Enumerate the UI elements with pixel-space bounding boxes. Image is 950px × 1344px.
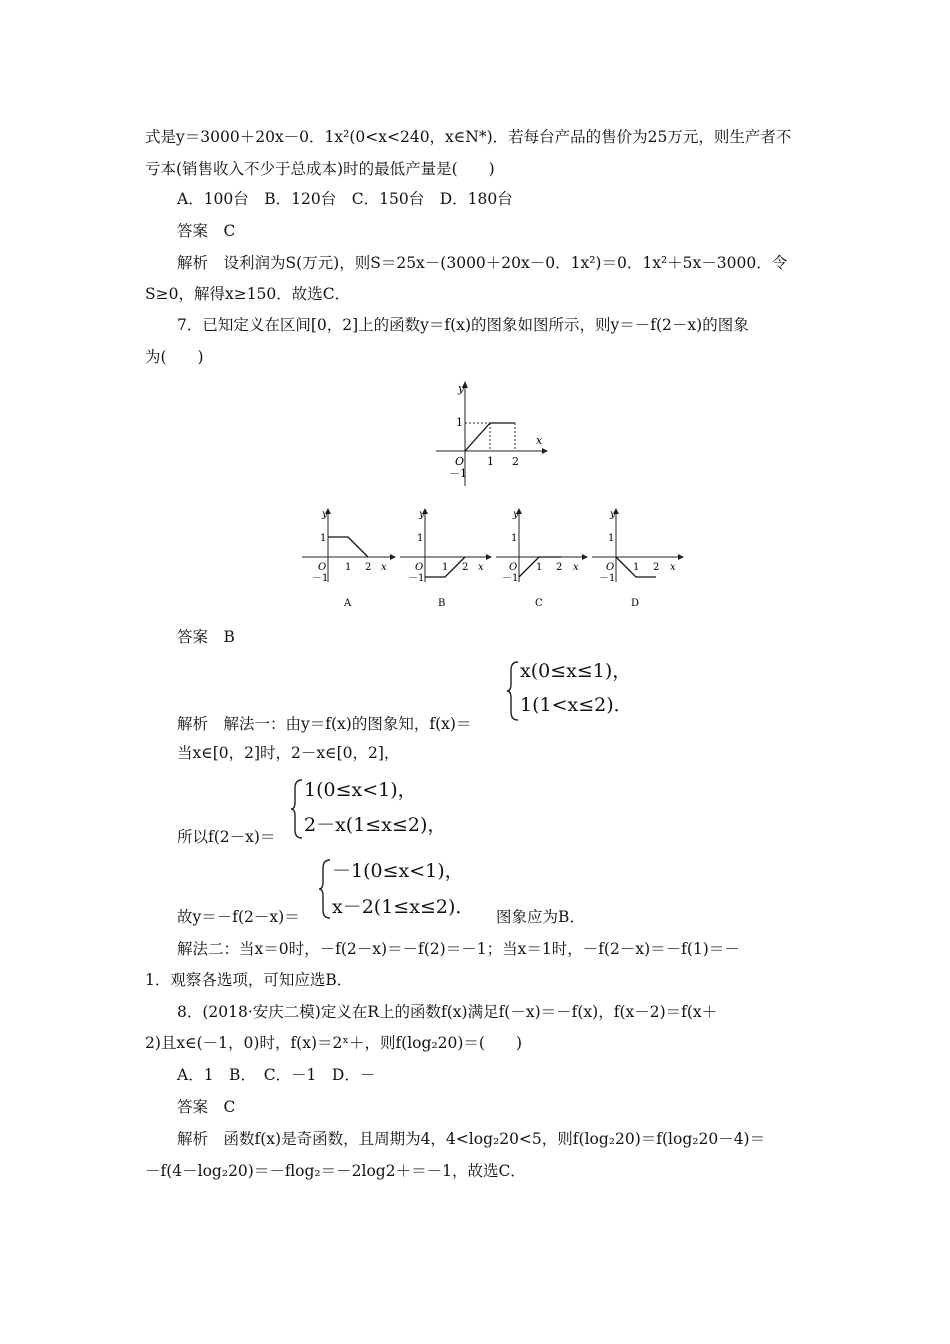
svg-text:2: 2 xyxy=(365,562,372,573)
q7-method2-line2: 1．观察各选项，可知应选B． xyxy=(145,971,353,989)
q7-main-graph xyxy=(430,378,550,490)
main-tick-1: 1 xyxy=(487,455,494,468)
svg-text:2: 2 xyxy=(462,562,469,573)
svg-text:1: 1 xyxy=(608,533,615,544)
svg-text:－1: －1 xyxy=(502,573,519,584)
q7-hence-tail: 图象应为B． xyxy=(496,908,585,926)
svg-text:x: x xyxy=(573,562,579,573)
option-graph-c xyxy=(496,508,588,609)
svg-text:1: 1 xyxy=(320,533,327,544)
q8-solution-line1: 解析 函数f(x)是奇函数，且周期为4，4<log₂20<5，则f(log₂20)＝f(log₂20－4)＝ xyxy=(177,1130,766,1148)
main-origin: O xyxy=(455,455,465,468)
svg-text:O: O xyxy=(509,562,518,573)
svg-text:－1: －1 xyxy=(408,573,425,584)
q7-so-label: 所以f(2－x)＝ xyxy=(177,828,276,846)
svg-text:y: y xyxy=(610,509,616,520)
svg-text:1: 1 xyxy=(536,562,543,573)
svg-text:－1: －1 xyxy=(599,573,616,584)
q7-solution-label: 解析 解法一：由y＝f(x)的图象知，f(x)＝ xyxy=(177,715,472,733)
q7-option-graphs xyxy=(298,504,688,616)
svg-text:1: 1 xyxy=(633,562,640,573)
q6-stem-line2: 亏本(销售收入不少于总成本)时的最低产量是( ) xyxy=(145,160,495,178)
q8-options: A．1 B． C．－1 D．－ xyxy=(177,1066,376,1084)
brace-1 xyxy=(506,660,520,722)
svg-text:O: O xyxy=(606,562,615,573)
q6-stem-line1: 式是y＝3000＋20x－0．1x²(0<x<240，x∈N*)．若每台产品的售价为25万元，则生产者不 xyxy=(145,128,792,146)
svg-text:x: x xyxy=(381,562,387,573)
option-letter-b: B xyxy=(438,598,446,609)
q6-solution-line1: 解析 设利润为S(万元)，则S＝25x－(3000＋20x－0．1x²)＝0．1x²＋5x－3000．令 xyxy=(177,254,788,272)
svg-text:y: y xyxy=(419,509,425,520)
svg-text:y: y xyxy=(322,509,328,520)
svg-text:O: O xyxy=(318,562,327,573)
pw1-case1: x(0≤x≤1)， xyxy=(520,660,632,682)
option-letter-c: C xyxy=(535,598,543,609)
main-tick-ym1: －1 xyxy=(449,467,467,480)
pw2-case1: 1(0≤x<1)， xyxy=(304,779,417,801)
q7-hence-label: 故y＝－f(2－x)＝ xyxy=(177,908,300,926)
svg-text:2: 2 xyxy=(653,562,660,573)
q7-stem-line1: 7．已知定义在区间[0，2]上的函数y＝f(x)的图象如图所示，则y＝－f(2－x)的图象 xyxy=(177,316,749,334)
q6-solution-line2: S≥0，解得x≥150．故选C． xyxy=(145,285,351,303)
svg-text:x: x xyxy=(478,562,484,573)
svg-text:1: 1 xyxy=(442,562,449,573)
q7-stem-line2: 为( ) xyxy=(145,348,204,366)
q6-answer: 答案 C xyxy=(177,222,236,240)
pw3-case1: －1(0≤x<1)， xyxy=(332,860,464,882)
q8-answer: 答案 C xyxy=(177,1098,236,1116)
q7-answer: 答案 B xyxy=(177,628,235,646)
pw2-case2: 2－x(1≤x≤2)， xyxy=(304,814,447,836)
svg-text:y: y xyxy=(513,509,519,520)
option-graph-d xyxy=(592,508,684,609)
svg-text:O: O xyxy=(415,562,424,573)
main-tick-y1: 1 xyxy=(456,416,463,429)
option-letter-a: A xyxy=(344,598,352,609)
svg-text:1: 1 xyxy=(417,533,424,544)
q7-method2-line1: 解法二：当x＝0时，－f(2－x)＝－f(2)＝－1；当x＝1时，－f(2－x)＝－f(1)＝－ xyxy=(177,940,740,958)
svg-text:x: x xyxy=(670,562,676,573)
svg-text:2: 2 xyxy=(556,562,563,573)
main-tick-2: 2 xyxy=(512,455,519,468)
option-graph-b xyxy=(400,508,492,609)
svg-text:1: 1 xyxy=(511,533,518,544)
q6-options: A．100台 B．120台 C．150台 D．180台 xyxy=(177,190,513,208)
main-x-label: x xyxy=(536,434,543,447)
brace-2 xyxy=(290,778,304,840)
svg-text:1: 1 xyxy=(345,562,352,573)
svg-text:－1: －1 xyxy=(312,573,329,584)
pw3-case2: x－2(1≤x≤2)． xyxy=(332,896,475,918)
option-letter-d: D xyxy=(631,598,640,609)
q8-stem-line1: 8．(2018·安庆二模)定义在R上的函数f(x)满足f(－x)＝－f(x)，f(x－2)＝f(x＋ xyxy=(177,1003,718,1021)
main-y-label: y xyxy=(458,382,465,395)
pw1-case2: 1(1<x≤2)． xyxy=(520,694,633,716)
q8-solution-line2: －f(4－log₂20)＝－flog₂＝－2log2＋＝－1，故选C． xyxy=(145,1162,526,1180)
q8-stem-line2: 2)且x∈(－1，0)时，f(x)＝2ˣ＋，则f(log₂20)＝( ) xyxy=(145,1034,523,1052)
q7-when-line: 当x∈[0，2]时，2－x∈[0，2]， xyxy=(177,744,400,762)
option-graph-a xyxy=(302,508,396,609)
brace-3 xyxy=(318,858,332,920)
